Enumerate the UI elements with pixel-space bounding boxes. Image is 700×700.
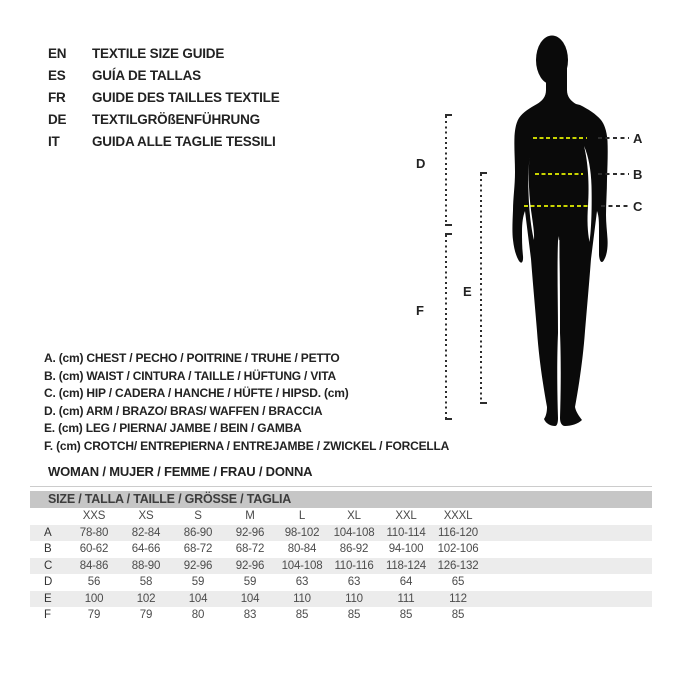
chest-measure-line xyxy=(533,137,587,139)
table-row xyxy=(30,574,652,591)
column-header: M xyxy=(245,510,255,522)
cell: 83 xyxy=(243,609,257,621)
cell: 85 xyxy=(347,609,361,621)
cell: 118-124 xyxy=(386,559,426,572)
size-table xyxy=(30,486,652,624)
arm-measure-line xyxy=(445,116,447,224)
cell: 79 xyxy=(139,609,153,621)
language-code: IT xyxy=(48,134,60,149)
cell: 86-90 xyxy=(183,526,213,539)
language-title: GUIDA ALLE TAGLIE TESSILI xyxy=(92,134,276,149)
column-header: L xyxy=(298,510,306,522)
table-row xyxy=(30,525,652,542)
cell: 92-96 xyxy=(235,559,265,572)
cell: 116-120 xyxy=(438,526,478,539)
language-title: TEXTILE SIZE GUIDE xyxy=(92,46,225,61)
cell: 84-86 xyxy=(79,559,109,572)
language-code: ES xyxy=(48,68,66,83)
marker-label-leg: E xyxy=(463,284,472,299)
marker-label-waist: B xyxy=(633,167,643,182)
column-header: XL xyxy=(347,510,361,522)
crotch-line-top-tick xyxy=(445,233,452,235)
column-header: XXXL xyxy=(443,510,473,522)
cell: 104-108 xyxy=(281,559,323,572)
cell: 126-132 xyxy=(437,559,479,572)
cell: 85 xyxy=(295,609,309,621)
column-header: XS xyxy=(138,510,154,522)
table-header-bar: SIZE / TALLA / TAILLE / GRÖSSE / TAGLIA xyxy=(30,491,652,508)
table-top-border xyxy=(30,486,652,487)
language-title: GUÍA DE TALLAS xyxy=(92,68,201,83)
cell: 102-106 xyxy=(437,543,479,555)
woman-silhouette-icon xyxy=(504,34,614,426)
leg-measure-line xyxy=(480,174,482,402)
leg-line-top-tick xyxy=(480,172,487,174)
legend-line-crotch: F. (cm) CROTCH/ ENTREPIERNA / ENTREJAMBE / ZWICKEL / FORCELLA xyxy=(44,438,450,453)
hip-measure-line xyxy=(524,205,590,207)
language-code: FR xyxy=(48,90,66,105)
language-code: EN xyxy=(48,46,67,61)
filler-cell xyxy=(484,574,652,591)
language-row xyxy=(48,87,280,109)
language-row xyxy=(48,43,280,65)
cell: 86-92 xyxy=(339,543,369,555)
leg-line-bottom-tick xyxy=(480,402,487,404)
cell: 98-102 xyxy=(284,526,320,539)
cell: 59 xyxy=(191,576,205,588)
table-row xyxy=(30,607,652,624)
measurement-legend xyxy=(44,350,449,455)
cell: 85 xyxy=(399,609,413,621)
hip-label-connector xyxy=(601,205,629,207)
language-row xyxy=(48,109,280,131)
audience-line: WOMAN / MUJER / FEMME / FRAU / DONNA xyxy=(48,464,313,479)
marker-label-crotch: F xyxy=(416,303,424,318)
cell: 68-72 xyxy=(183,543,213,555)
cell: 63 xyxy=(295,576,309,588)
cell: 58 xyxy=(139,576,153,588)
language-row xyxy=(48,65,280,87)
cell: 63 xyxy=(347,576,361,588)
column-header: XXL xyxy=(395,510,417,522)
cell: 110 xyxy=(293,592,311,605)
language-row xyxy=(48,131,280,153)
column-header: S xyxy=(194,510,202,522)
cell: 78-80 xyxy=(79,526,109,539)
cell: 100 xyxy=(84,592,104,605)
cell: 79 xyxy=(87,609,101,621)
marker-label-hip: C xyxy=(633,199,643,214)
filler-cell xyxy=(484,541,652,558)
cell: 80 xyxy=(191,609,205,621)
cell: 60-62 xyxy=(79,543,109,555)
table-row xyxy=(30,541,652,558)
cell: 64-66 xyxy=(131,543,161,555)
waist-measure-line xyxy=(535,173,583,175)
cell: 104-108 xyxy=(333,526,375,539)
cell: 92-96 xyxy=(235,526,265,539)
cell: 111 xyxy=(397,592,415,605)
table-row xyxy=(30,558,652,575)
cell: 94-100 xyxy=(388,543,424,555)
filler-cell xyxy=(484,558,652,575)
row-label: C xyxy=(44,559,53,572)
cell: 110 xyxy=(345,592,363,605)
filler-cell xyxy=(484,591,652,608)
legend-line-hip: C. (cm) HIP / CADERA / HANCHE / HÜFTE / HIPSD. (cm) xyxy=(44,386,349,400)
marker-label-arm: D xyxy=(416,156,426,171)
row-label: F xyxy=(44,609,51,621)
arm-line-top-tick xyxy=(445,114,452,116)
cell: 80-84 xyxy=(287,543,317,555)
cell: 110-114 xyxy=(386,526,426,539)
legend-line-chest: A. (cm) CHEST / PECHO / POITRINE / TRUHE / PETTO xyxy=(44,351,340,365)
row-label: D xyxy=(44,576,53,588)
language-title-block xyxy=(48,43,280,153)
row-label: A xyxy=(44,526,52,539)
row-label: E xyxy=(44,592,52,605)
language-code: DE xyxy=(48,112,67,127)
cell: 104 xyxy=(188,592,208,605)
corner-cell xyxy=(30,508,68,525)
cell: 65 xyxy=(451,576,465,588)
table-row xyxy=(30,591,652,608)
cell: 112 xyxy=(449,592,467,605)
cell: 102 xyxy=(136,592,156,605)
legend-line-arm: D. (cm) ARM / BRAZO/ BRAS/ WAFFEN / BRACCIA xyxy=(44,403,323,418)
column-header: XXS xyxy=(82,510,106,522)
marker-label-chest: A xyxy=(633,131,643,146)
legend-line-waist: B. (cm) WAIST / CINTURA / TAILLE / HÜFTUNG / VITA xyxy=(44,368,336,383)
table-column-headers xyxy=(30,508,652,525)
filler-cell xyxy=(484,508,652,525)
cell: 82-84 xyxy=(131,526,161,539)
cell: 85 xyxy=(451,609,465,621)
waist-label-connector xyxy=(598,173,629,175)
cell: 104 xyxy=(240,592,260,605)
chest-label-connector xyxy=(598,137,629,139)
arm-line-bottom-tick xyxy=(445,224,452,226)
language-title: TEXTILGRÖßENFÜHRUNG xyxy=(92,112,260,127)
cell: 88-90 xyxy=(131,559,161,572)
cell: 64 xyxy=(399,576,413,588)
cell: 110-116 xyxy=(334,559,374,572)
cell: 56 xyxy=(87,576,101,588)
legend-line-leg: E. (cm) LEG / PIERNA/ JAMBE / BEIN / GAMBA xyxy=(44,421,302,435)
filler-cell xyxy=(484,607,652,624)
cell: 59 xyxy=(243,576,257,588)
language-title: GUIDE DES TAILLES TEXTILE xyxy=(92,90,280,105)
row-label: B xyxy=(44,543,52,555)
cell: 68-72 xyxy=(235,543,265,555)
filler-cell xyxy=(484,525,652,542)
cell: 92-96 xyxy=(183,559,213,572)
